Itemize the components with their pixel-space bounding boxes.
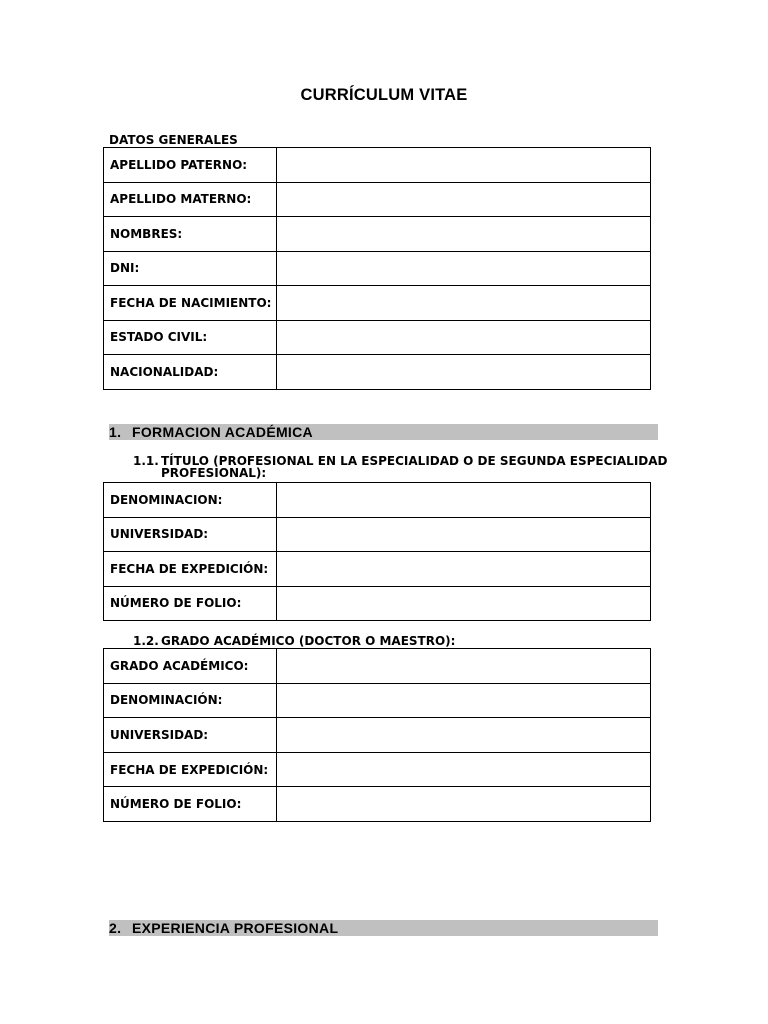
- dni-field[interactable]: [277, 251, 651, 286]
- apellido-materno-field[interactable]: [277, 182, 651, 217]
- table-row: [104, 483, 651, 518]
- field-label: FECHA DE NACIMIENTO:: [104, 286, 277, 321]
- field-label: APELLIDO MATERNO:: [104, 182, 277, 217]
- titulo-numero-folio-field[interactable]: [277, 586, 651, 621]
- field-label: UNIVERSIDAD:: [104, 718, 277, 753]
- titulo-denominacion-field[interactable]: [277, 483, 651, 518]
- table-row: [104, 148, 651, 183]
- table-row: [104, 320, 651, 355]
- grado-denominacion-field[interactable]: [277, 683, 651, 718]
- field-label: DNI:: [104, 251, 277, 286]
- section-title: FORMACION ACADÉMICA: [132, 424, 313, 440]
- subsection-title-line2: PROFESIONAL):: [161, 466, 267, 480]
- nacionalidad-field[interactable]: [277, 355, 651, 390]
- subsection-title: GRADO ACADÉMICO (DOCTOR O MAESTRO):: [161, 634, 456, 648]
- grado-table: [103, 648, 651, 822]
- field-label: FECHA DE EXPEDICIÓN:: [104, 552, 277, 587]
- titulo-universidad-field[interactable]: [277, 517, 651, 552]
- table-row: [104, 683, 651, 718]
- table-row: [104, 355, 651, 390]
- section-number: 1.: [109, 424, 122, 440]
- field-label: ESTADO CIVIL:: [104, 320, 277, 355]
- grado-numero-folio-field[interactable]: [277, 787, 651, 822]
- section-number: 2.: [109, 920, 122, 936]
- field-label: NACIONALIDAD:: [104, 355, 277, 390]
- field-label: DENOMINACIÓN:: [104, 683, 277, 718]
- table-row: [104, 217, 651, 252]
- section-header-experiencia: [109, 920, 658, 936]
- datos-generales-heading: DATOS GENERALES: [109, 133, 238, 147]
- table-row: [104, 286, 651, 321]
- field-label: APELLIDO PATERNO:: [104, 148, 277, 183]
- apellido-paterno-field[interactable]: [277, 148, 651, 183]
- table-row: [104, 752, 651, 787]
- field-label: UNIVERSIDAD:: [104, 517, 277, 552]
- table-row: [104, 586, 651, 621]
- field-label: GRADO ACADÉMICO:: [104, 649, 277, 684]
- table-row: [104, 251, 651, 286]
- field-label: DENOMINACION:: [104, 483, 277, 518]
- grado-fecha-expedicion-field[interactable]: [277, 752, 651, 787]
- subsection-number: 1.2.: [133, 634, 159, 648]
- grado-academico-field[interactable]: [277, 649, 651, 684]
- titulo-table: [103, 482, 651, 621]
- field-label: NÚMERO DE FOLIO:: [104, 586, 277, 621]
- section-title: EXPERIENCIA PROFESIONAL: [132, 920, 339, 936]
- subsection-titulo-heading: [133, 455, 668, 479]
- table-row: [104, 787, 651, 822]
- table-row: [104, 517, 651, 552]
- subsection-number: 1.1.: [133, 454, 159, 468]
- section-header-formacion: [109, 424, 658, 440]
- field-label: FECHA DE EXPEDICIÓN:: [104, 752, 277, 787]
- datos-generales-table: [103, 147, 651, 390]
- fecha-nacimiento-field[interactable]: [277, 286, 651, 321]
- estado-civil-field[interactable]: [277, 320, 651, 355]
- grado-universidad-field[interactable]: [277, 718, 651, 753]
- subsection-grado-heading: [133, 635, 455, 647]
- table-row: [104, 552, 651, 587]
- field-label: NÚMERO DE FOLIO:: [104, 787, 277, 822]
- field-label: NOMBRES:: [104, 217, 277, 252]
- table-row: [104, 718, 651, 753]
- table-row: [104, 182, 651, 217]
- document-title: CURRÍCULUM VITAE: [300, 86, 468, 104]
- titulo-fecha-expedicion-field[interactable]: [277, 552, 651, 587]
- nombres-field[interactable]: [277, 217, 651, 252]
- subsection-title-line1: TÍTULO (PROFESIONAL EN LA ESPECIALIDAD O DE SEGUNDA ESPECIALIDAD: [161, 454, 668, 468]
- table-row: [104, 649, 651, 684]
